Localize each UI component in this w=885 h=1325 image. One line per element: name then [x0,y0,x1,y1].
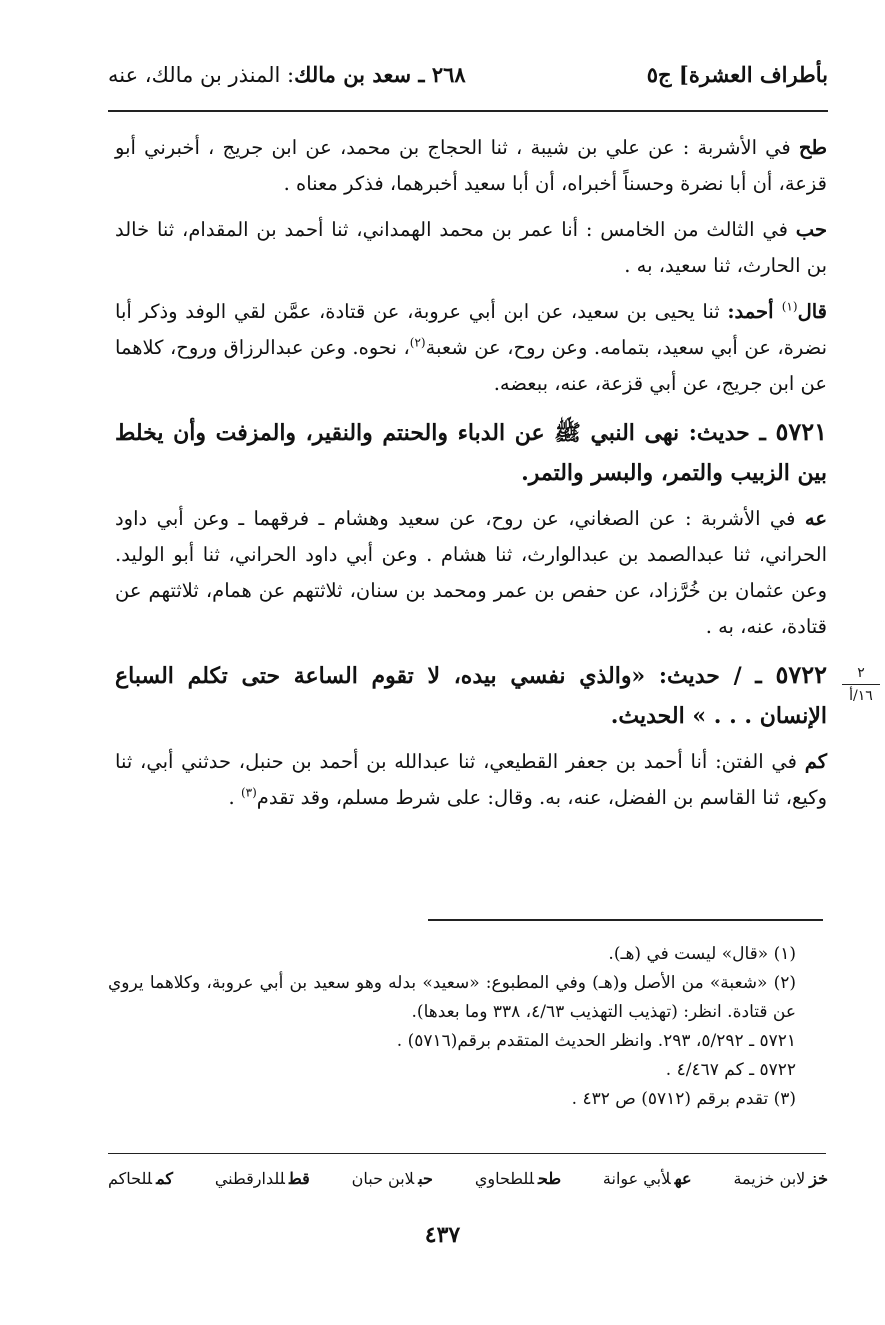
paragraph-text: ثنا يحيى بن سعيد، عن ابن أبي عروبة، عن قتادة، عمَّن لقي الوفد وذكر أبا نضرة، عن أبي سعيد، بتمامه. وعن روح، عن شعبة [115,300,827,359]
source-code: طح [798,136,827,159]
abbreviation-code: خز [809,1169,828,1188]
abbreviation-name: لابن حبان [351,1169,415,1188]
source-code: كم [804,750,827,773]
running-header [108,62,828,98]
abbreviation-item [352,1166,433,1192]
header-rule [108,110,828,112]
hadith-number: ٥٧٢١ [775,417,827,446]
abbreviation-name: للحاكم [108,1169,153,1188]
footnote-5721: ٥٧٢١ ـ ٥/٢٩٢، ٢٩٣. وانظر الحديث المتقدم برقم(٥٧١٦) . [396,1031,796,1051]
abbreviations-rule [108,1153,826,1154]
page-number: ٤٣٧ [424,1222,461,1248]
abbreviation-item [475,1166,561,1192]
footnote-1: (١) «قال» ليست في (هـ). [608,944,796,964]
abbreviation-code: حب [418,1169,433,1188]
margin-ref-bottom: ١٦/أ [849,688,873,704]
paragraph-km [115,744,827,816]
paragraph-text: في الفتن: أنا أحمد بن جعفر القطيعي، ثنا عبدالله بن أحمد بن حنبل، حدثني أبي، ثنا وكيع، ثنا القاسم بن الفضل، عنه، به. وقال: على شرط مسلم، وقد تقدم [115,750,827,809]
footnote-ref[interactable]: (١) [781,299,798,314]
hadith-text: ـ / حديث: «والذي نفسي بيده، لا تقوم الساعة حتى تكلم السباع الإنسان . . . » الحديث. [115,663,827,729]
paragraph-text: في الثالث من الخامس : أنا عمر بن محمد الهمداني، ثنا أحمد بن المقدام، ثنا خالد بن الحارث، ثنا سعيد، به . [115,218,827,277]
hadith-number: ٥٧٢٢ [775,660,827,689]
abbreviation-name: للدارقطني [214,1169,285,1188]
paragraph-ahmad [115,294,827,402]
footnote-ref[interactable]: (٢) [409,335,426,350]
abbreviation-item [603,1166,692,1192]
main-text [115,130,827,826]
abbreviation-name: لأبي عوانة [602,1169,671,1188]
header-section-main: ٢٦٨ ـ سعد بن مالك [294,62,466,87]
header-book-title: بأطراف العشرة] ج٥ [646,62,828,87]
source-code: أحمد: [727,300,782,323]
footnote-ref[interactable]: (٣) [240,785,257,800]
source-code: قال [797,300,827,323]
footnote-rule [428,919,823,921]
footnote-3: (٣) تقدم برقم (٥٧١٢) ص ٤٣٢ . [571,1089,796,1109]
abbreviations-key [108,1166,828,1192]
paragraph-hb [115,212,827,284]
abbreviation-code: قط [288,1169,310,1188]
source-code: حب [795,218,827,241]
margin-ref-top: ٢ [857,665,865,681]
paragraph-text: . [228,786,241,809]
abbreviation-name: للطحاوي [474,1169,534,1188]
source-code: عه [804,507,827,530]
abbreviation-code: كم [156,1169,173,1188]
margin-manuscript-ref [838,664,884,705]
abbreviation-item [733,1166,828,1192]
header-section-sub: : المنذر بن مالك، عنه [108,63,295,87]
footnote-5722: ٥٧٢٢ ـ كم ٤/٤٦٧ . [665,1060,796,1080]
hadith-5722 [115,655,827,736]
paragraph-text: في الأشربة : عن علي بن شيبة ، ثنا الحجاج بن محمد، عن ابن جريج ، أخبرني أبو قزعة، أن أبا نضرة وحسناً أخبراه، أن أبا سعيد أخبرهما، فذكر معناه . [115,136,827,195]
footnotes [108,940,824,1114]
paragraph-text: ، نحوه. وعن عبدالرزاق وروح، كلاهما عن ابن جريج، عن أبي قزعة، عنه، ببعضه. [115,336,827,395]
footnote-2: (٢) «شعبة» من الأصل و(هـ) وفي المطبوع: «سعيد» بدله وهو سعيد بن أبي عروبة، وكلاهما يروي عن قتادة. انظر: (تهذيب التهذيب ٤/٦٣، ٣٣٨ وما بعدها). [108,973,796,1022]
abbreviation-code: طح [537,1169,562,1188]
abbreviation-code: عه [674,1169,692,1188]
paragraph-ah [115,501,827,645]
abbreviation-item [108,1166,173,1192]
paragraph-text: في الأشربة : عن الصغاني، عن روح، عن سعيد وهشام ـ فرقهما ـ وعن أبي داود الحراني، ثنا عبدالصمد بن عبدالوارث، ثنا هشام . وعن أبي داود الحراني، ثنا أبو الوليد. وعن عثمان بن خُرَّزاد، عن حفص بن عمر ومحمد بن سنان، ثلاثتهم عن همام، ثلاثتهم عن قتادة، عنه، به . [115,507,827,638]
hadith-text: ـ حديث: نهى النبي ﷺ عن الدباء والحنتم والنقير، والمزفت وأن يخلط بين الزبيب والتمر، والبسر والتمر. [115,420,827,486]
abbreviation-name: لابن خزيمة [733,1169,806,1188]
header-section-title [108,62,466,87]
abbreviation-item [215,1166,310,1192]
paragraph-tah [115,130,827,202]
margin-ref-divider [842,684,880,685]
hadith-5721 [115,412,827,493]
